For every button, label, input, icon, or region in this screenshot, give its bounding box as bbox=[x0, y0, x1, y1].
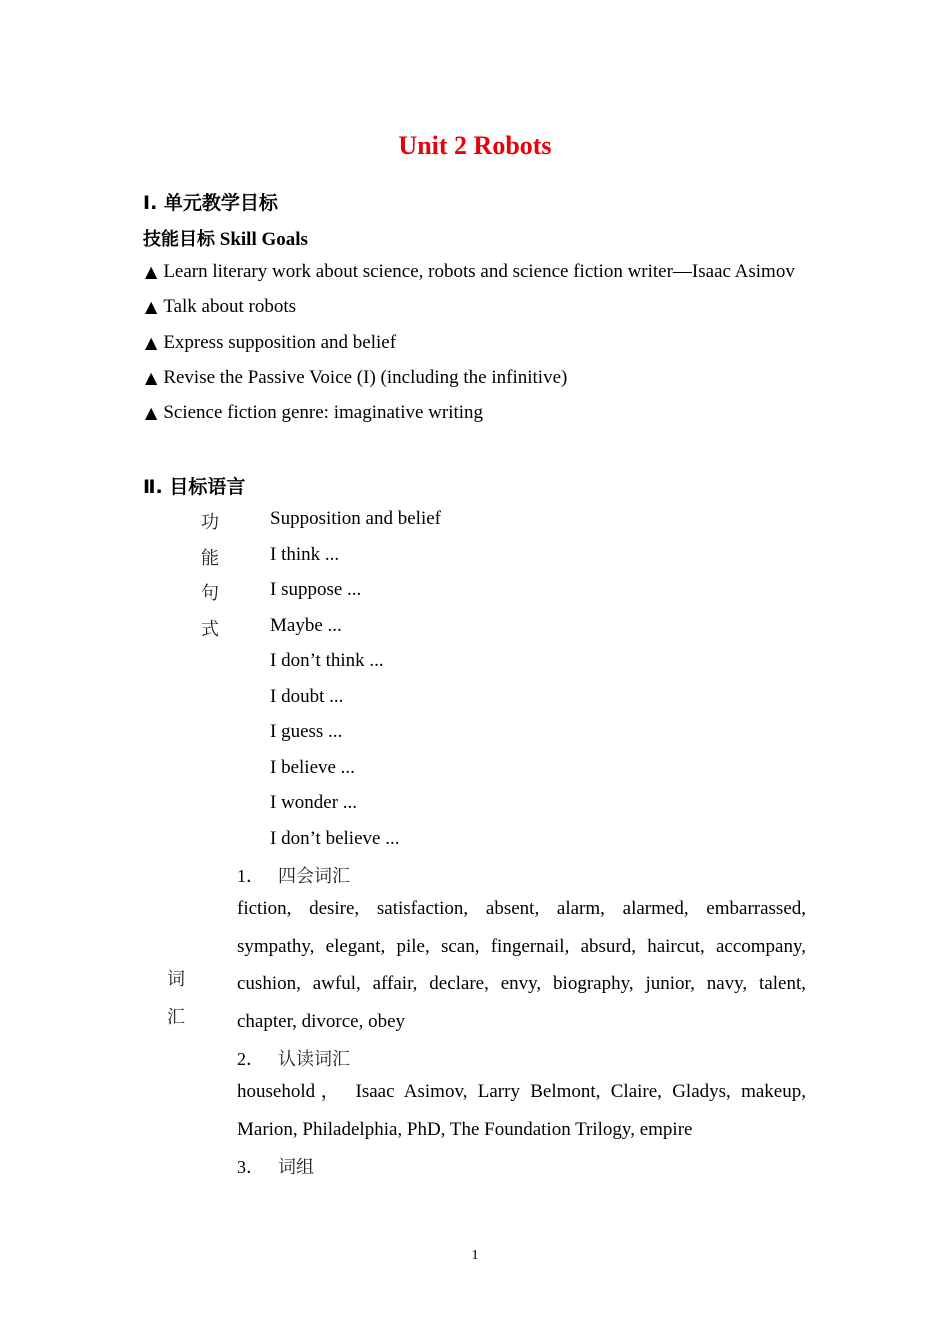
triangle-bullet-icon: ▲ bbox=[145, 333, 158, 352]
function-line: I suppose ... bbox=[270, 579, 362, 600]
goal-text: Express supposition and belief bbox=[163, 332, 397, 353]
function-line: I guess ... bbox=[270, 721, 343, 742]
skill-goals-heading-cn: 技能目标 bbox=[143, 229, 215, 250]
vocab-label-char: 汇 bbox=[167, 1007, 185, 1028]
goal-item bbox=[145, 261, 795, 283]
section-heading-target-language: Ⅱ. 目标语言 bbox=[143, 476, 246, 498]
skill-goals-heading-en: Skill Goals bbox=[219, 229, 308, 250]
goal-item bbox=[145, 367, 567, 389]
triangle-bullet-icon: ▲ bbox=[145, 403, 158, 422]
function-line: Supposition and belief bbox=[270, 508, 441, 529]
goal-item bbox=[145, 402, 483, 424]
triangle-bullet-icon: ▲ bbox=[145, 297, 158, 316]
function-line: I think ... bbox=[270, 544, 340, 565]
goal-text: Science fiction genre: imaginative writing bbox=[163, 402, 484, 423]
vocab-word-list: household， Isaac Asimov, Larry Belmont, Claire, Gladys, makeup, Marion, Philadelphia, PhD, The Foundation Trilogy, empire bbox=[237, 1081, 806, 1140]
function-line: I don’t think ... bbox=[270, 650, 384, 671]
function-label-char: 能 bbox=[201, 548, 219, 569]
function-label-char: 式 bbox=[201, 619, 219, 640]
vocab-group-heading bbox=[237, 862, 350, 888]
skill-goals-heading bbox=[143, 225, 308, 251]
vocab-group-number: 3． bbox=[237, 1157, 264, 1177]
vocab-group-title: 四会词汇 bbox=[278, 866, 350, 887]
vocab-group-heading bbox=[237, 1153, 314, 1179]
function-label-char: 功 bbox=[201, 512, 219, 533]
goal-item bbox=[145, 296, 296, 318]
goal-text: Learn literary work about science, robots and science fiction writer—Isaac Asimov bbox=[163, 261, 795, 282]
page-number: 1 bbox=[471, 1248, 479, 1263]
function-label-char: 句 bbox=[201, 583, 219, 604]
vocab-group-title: 词组 bbox=[278, 1157, 314, 1178]
function-line: I doubt ... bbox=[270, 686, 344, 707]
vocab-group-heading bbox=[237, 1045, 350, 1071]
section-heading-teaching-goals: Ⅰ. 单元教学目标 bbox=[143, 192, 278, 214]
goal-text: Revise the Passive Voice (I) (including the infinitive) bbox=[163, 367, 568, 388]
goal-item bbox=[145, 332, 396, 354]
vocab-word-list: fiction, desire, satisfaction, absent, alarm, alarmed, embarrassed, sympathy, elegant, pile, scan, fingernail, absurd, haircut, accompany, cushion, awful, affair, declare, envy, biography, junior, navy, talent, chapter, divorce, obey bbox=[237, 898, 806, 1032]
document-title: Unit 2 Robots bbox=[398, 131, 552, 160]
vocab-group-title: 认读词汇 bbox=[278, 1049, 350, 1070]
vocab-group-number: 2． bbox=[237, 1049, 264, 1069]
triangle-bullet-icon: ▲ bbox=[145, 368, 158, 387]
function-line: I believe ... bbox=[270, 757, 355, 778]
goal-text: Talk about robots bbox=[163, 296, 297, 317]
triangle-bullet-icon: ▲ bbox=[145, 262, 158, 281]
function-line: I don’t believe ... bbox=[270, 828, 400, 849]
function-line: Maybe ... bbox=[270, 615, 342, 636]
function-line: I wonder ... bbox=[270, 792, 358, 813]
vocab-label-char: 词 bbox=[167, 969, 185, 990]
vocab-group-number: 1． bbox=[237, 866, 264, 886]
